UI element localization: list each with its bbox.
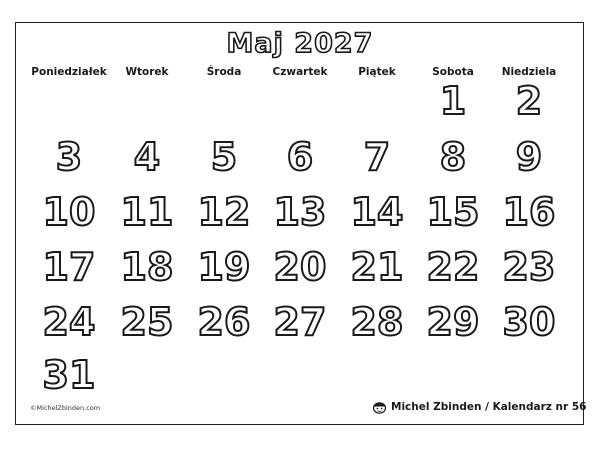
day-cell: 12 <box>197 190 251 234</box>
day-cell: 6 <box>286 135 314 179</box>
day-cell: 2 <box>515 79 543 123</box>
day-cell: 16 <box>502 190 556 234</box>
day-cell: 20 <box>273 245 327 289</box>
weekday-wednesday: Środa <box>206 66 242 78</box>
day-cell: 31 <box>42 353 96 397</box>
day-cell: 17 <box>42 245 96 289</box>
day-cell: 10 <box>42 190 96 234</box>
day-cell: 13 <box>273 190 327 234</box>
credit-text: Michel Zbinden / Kalendarz nr 56 <box>391 401 587 413</box>
day-cell: 1 <box>439 79 467 123</box>
day-cell: 4 <box>133 135 161 179</box>
day-cell: 21 <box>350 245 404 289</box>
weekday-monday: Poniedziałek <box>31 66 107 78</box>
weekday-tuesday: Wtorek <box>125 66 169 78</box>
day-cell: 15 <box>426 190 480 234</box>
weekday-thursday: Czwartek <box>272 66 328 78</box>
day-cell: 22 <box>426 245 480 289</box>
face-icon <box>372 400 387 414</box>
day-cell: 14 <box>350 190 404 234</box>
day-cell: 24 <box>42 300 96 344</box>
day-cell: 11 <box>120 190 174 234</box>
day-cell: 27 <box>273 300 327 344</box>
day-cell: 26 <box>197 300 251 344</box>
day-cell: 3 <box>55 135 83 179</box>
day-cell: 28 <box>350 300 404 344</box>
day-cell: 23 <box>502 245 556 289</box>
author-credit <box>372 399 586 415</box>
calendar-title: Maj 2027 <box>226 28 374 59</box>
weekday-sunday: Niedziela <box>501 66 557 78</box>
day-cell: 8 <box>439 135 467 179</box>
day-cell: 18 <box>120 245 174 289</box>
day-cell: 7 <box>363 135 391 179</box>
day-cell: 5 <box>210 135 238 179</box>
day-cell: 30 <box>502 300 556 344</box>
weekday-friday: Piątek <box>358 66 396 78</box>
weekday-saturday: Sobota <box>432 66 474 78</box>
day-cell: 19 <box>197 245 251 289</box>
day-cell: 9 <box>515 135 543 179</box>
day-cell: 29 <box>426 300 480 344</box>
day-cell: 25 <box>120 300 174 344</box>
website-label: ©MichelZbinden.com <box>30 404 101 412</box>
